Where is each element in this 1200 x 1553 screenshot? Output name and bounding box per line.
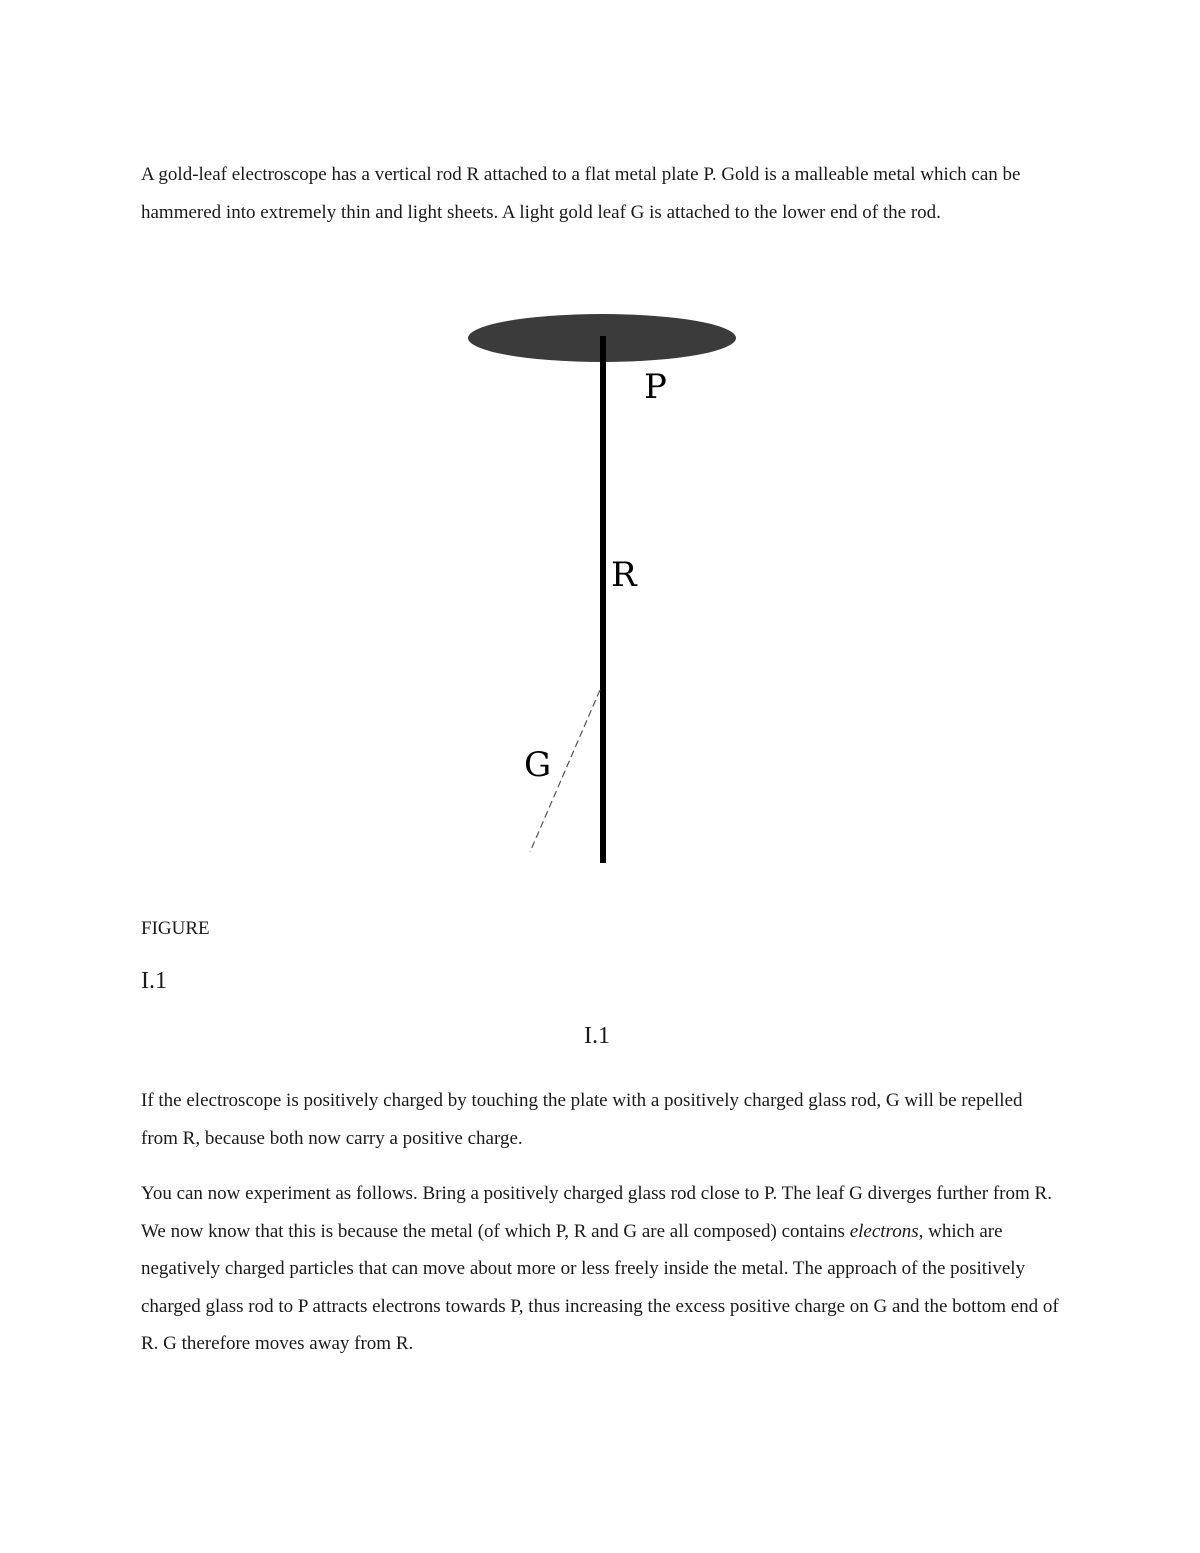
label-rod: R [611,555,637,595]
experiment-text-end: , which are negatively charged particles that can move about more or less freely inside the metal. The approach of the positively charged glass rod to P attracts electrons towards P, thus increasing the excess positive charge on G and the bottom end of R. G therefore moves away from R. [141,1220,1059,1354]
electrons-term: electrons [849,1220,919,1242]
label-leaf: G [524,745,552,785]
figure-number-left: I.1 [141,968,167,994]
experiment-paragraph [141,1175,1061,1363]
figure-number-center: I.1 [584,1023,610,1049]
intro-paragraph: A gold-leaf electroscope has a vertical rod R attached to a flat metal plate P. Gold is a malleable metal which can be hammered into extremely thin and light sheets. A light gold leaf G is attached to the lower end of the rod. [141,164,1021,223]
experiment-text-start: You can now experiment as follows. Bring a positively charged glass rod close to P. The leaf G diverges further from R. We now know that this is because the metal (of which P, R and G are all composed) contains [141,1183,1052,1242]
figure-caption-word: FIGURE [141,918,210,939]
label-plate: P [644,367,667,407]
electroscope-figure [440,300,760,880]
charging-paragraph: If the electroscope is positively charged by touching the plate with a positively charged glass rod, G will be repelled from R, because both now carry a positive charge. [141,1090,1023,1149]
